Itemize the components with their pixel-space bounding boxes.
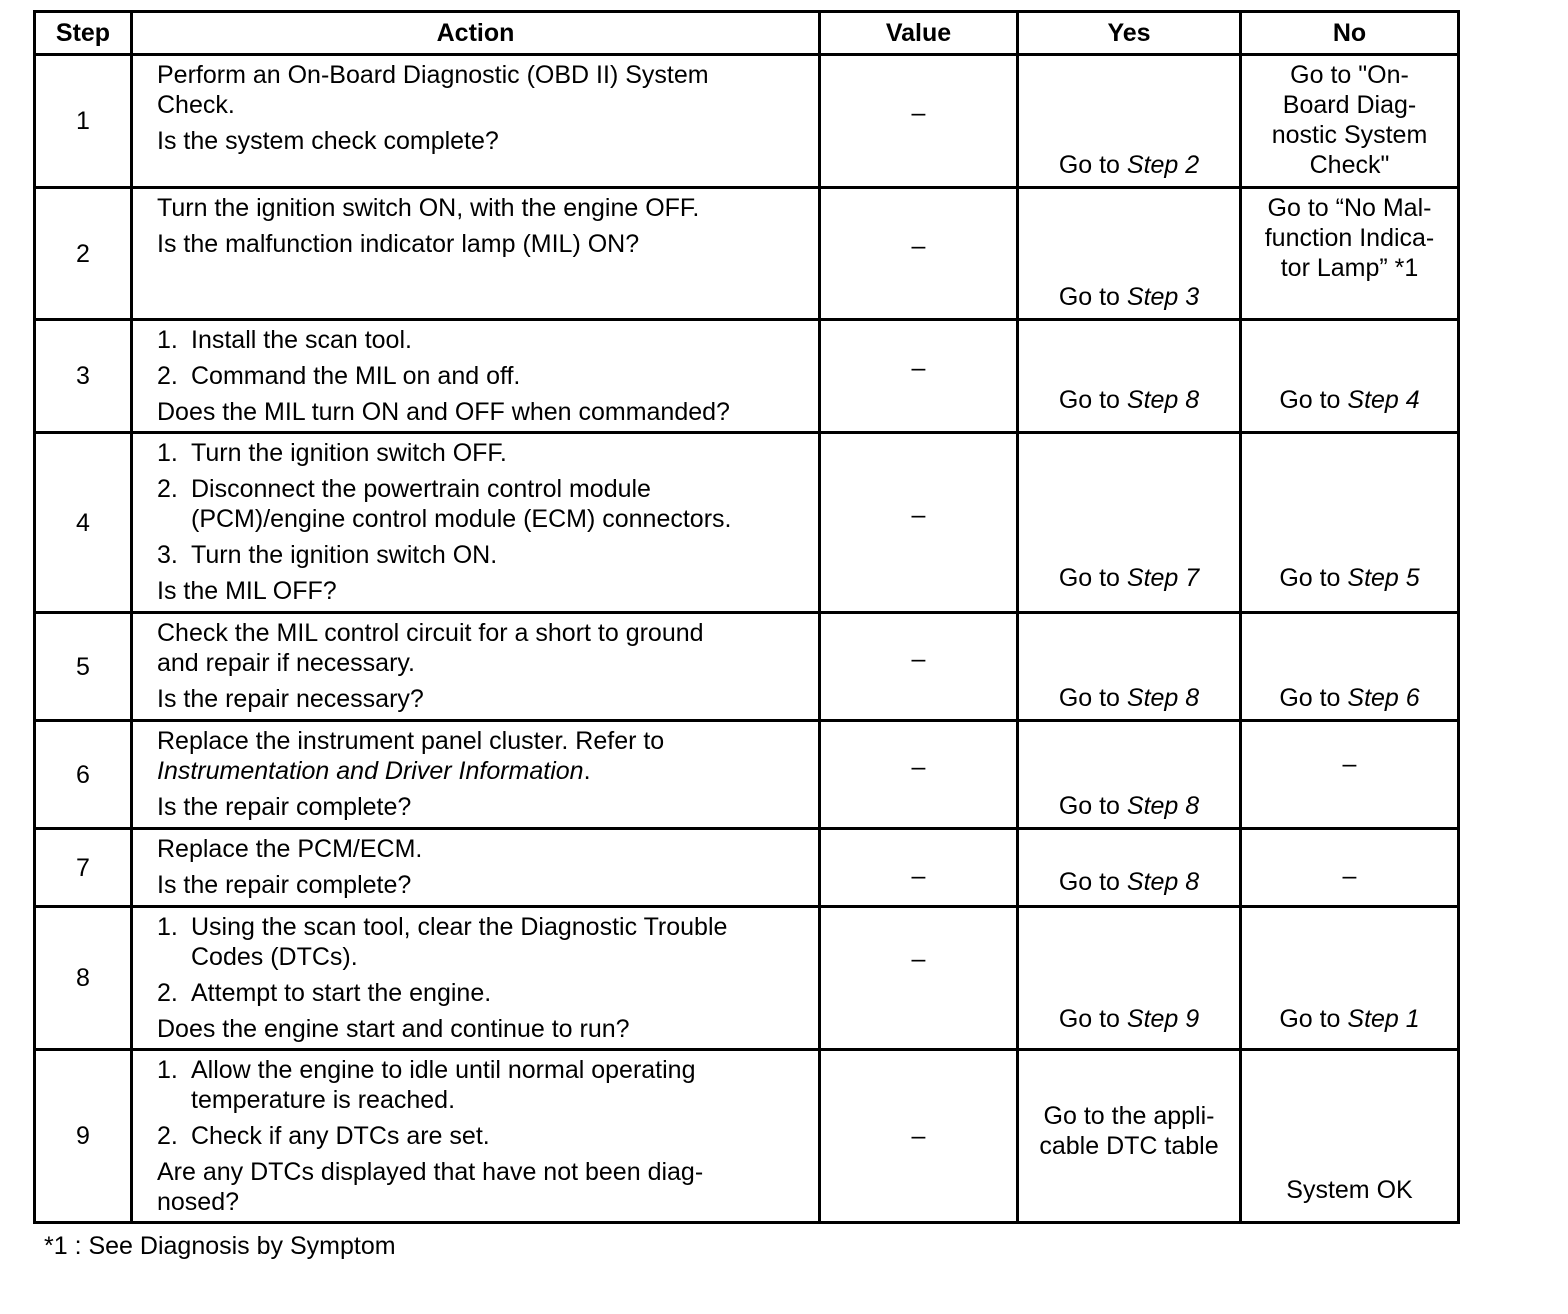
step-link: Step 9 [1126,1005,1200,1033]
value-cell: – [820,55,1018,188]
item-number: 1. [157,326,178,354]
yes-line: cable DTC table [1039,1132,1219,1160]
item-line: (PCM)/engine control module (ECM) connectors. [191,505,732,533]
action-item [157,325,804,355]
item-number: 3. [157,541,178,569]
yes-cell [1018,613,1241,721]
step-link: Step 8 [1126,868,1200,896]
yes-cell [1018,55,1241,188]
step-link: Step 1 [1347,1005,1420,1033]
item-text: Check if any DTCs are set. [191,1122,490,1150]
item-line: Codes (DTCs). [191,943,358,971]
diagnostic-table [33,10,1460,1224]
go-to-text: Go to [1279,386,1348,414]
table-header-row [35,12,1459,55]
action-item [157,978,804,1008]
step-link: Step 8 [1126,386,1200,414]
action-line [157,756,804,786]
no-cell [1241,320,1459,433]
no-cell: – [1241,829,1459,907]
step-link: Step 6 [1347,684,1420,712]
item-text [191,474,804,534]
go-to-text: Go to [1058,151,1127,179]
table-row [35,433,1459,613]
no-cell [1241,55,1459,188]
value-cell: – [820,320,1018,433]
step-number: 7 [35,829,132,907]
table-row [35,55,1459,188]
item-text [191,912,804,972]
action-item [157,1121,804,1151]
no-cell [1241,907,1459,1050]
go-to-text: Go to [1058,564,1127,592]
go-to-text: Go to [1279,564,1348,592]
action-line: Perform an On-Board Diagnostic (OBD II) System [157,61,709,89]
action-cell [132,829,820,907]
action-question: Does the MIL turn ON and OFF when commanded? [157,398,730,426]
yes-cell [1018,1050,1241,1223]
no-line: tor Lamp” *1 [1280,254,1419,282]
action-item [157,1055,804,1115]
step-link: Step 3 [1126,283,1200,311]
step-number: 1 [35,55,132,188]
action-question: Is the system check complete? [157,127,499,155]
yes-cell [1018,829,1241,907]
go-to-text: Go to [1058,792,1127,820]
item-number: 2. [157,362,178,390]
go-to-text: Go to [1058,1005,1127,1033]
item-line: temperature is reached. [191,1086,456,1114]
action-cell [132,907,820,1050]
step-link: Step 8 [1126,684,1200,712]
reference-link: Instrumentation and Driver Information [157,757,584,785]
go-to-text: Go to [1058,386,1127,414]
no-line: Board Diag- [1282,91,1417,119]
step-link: Step 7 [1126,564,1200,592]
action-cell [132,613,820,721]
item-line: Disconnect the powertrain control module [191,475,651,503]
action-item [157,474,804,534]
item-number: 1. [157,439,178,467]
item-text: Install the scan tool. [191,326,412,354]
value-cell: – [820,613,1018,721]
value-cell: – [820,721,1018,829]
action-question: nosed? [157,1188,240,1216]
action-question: Is the repair complete? [157,793,412,821]
go-to-text: Go to [1279,684,1348,712]
yes-cell [1018,320,1241,433]
action-line: Replace the PCM/ECM. [157,835,423,863]
value-cell: – [820,829,1018,907]
no-cell [1241,433,1459,613]
step-link: Step 2 [1126,151,1200,179]
no-line: Go to “No Mal- [1267,194,1432,222]
no-line: Check" [1309,151,1390,179]
step-number: 4 [35,433,132,613]
table-row [35,613,1459,721]
no-cell: – [1241,721,1459,829]
action-question: Is the repair necessary? [157,685,424,713]
no-cell [1241,188,1459,320]
action-line: Check. [157,91,235,119]
reference-end: . [583,757,591,785]
step-link: Step 8 [1126,792,1200,820]
step-number: 8 [35,907,132,1050]
value-cell: – [820,433,1018,613]
go-to-text: Go to [1279,1005,1348,1033]
go-to-text: Go to [1058,283,1127,311]
action-item [157,540,804,570]
item-text: Command the MIL on and off. [191,362,521,390]
yes-cell [1018,907,1241,1050]
yes-line: Go to the appli- [1043,1102,1215,1130]
step-number: 3 [35,320,132,433]
table-row [35,829,1459,907]
go-to-text: Go to [1058,684,1127,712]
value-cell: – [820,1050,1018,1223]
table-row [35,907,1459,1050]
table-row [35,721,1459,829]
item-line: Using the scan tool, clear the Diagnostic Trouble [191,913,728,941]
action-question: Does the engine start and continue to run? [157,1015,630,1043]
no-cell [1241,613,1459,721]
no-cell: System OK [1241,1050,1459,1223]
item-number: 2. [157,979,178,1007]
item-number: 1. [157,913,178,941]
step-number: 2 [35,188,132,320]
action-cell [132,188,820,320]
action-line: Replace the instrument panel cluster. Refer to [157,727,665,755]
action-cell [132,433,820,613]
item-number: 2. [157,1122,178,1150]
item-text: Attempt to start the engine. [191,979,492,1007]
no-line: Go to "On- [1290,61,1409,89]
no-line: function Indica- [1264,224,1435,252]
no-line: nostic System [1271,121,1428,149]
action-cell [132,1050,820,1223]
item-text: Turn the ignition switch OFF. [191,439,507,467]
action-question: Is the MIL OFF? [157,577,337,605]
step-link: Step 4 [1347,386,1420,414]
action-line: Check the MIL control circuit for a short to ground [157,619,704,647]
item-number: 1. [157,1056,178,1084]
value-cell: – [820,907,1018,1050]
header-yes: Yes [1018,12,1241,55]
action-item [157,361,804,391]
table-row [35,188,1459,320]
action-question: Are any DTCs displayed that have not been diag- [157,1158,704,1186]
table-row [35,1050,1459,1223]
action-cell [132,320,820,433]
action-line: Turn the ignition switch ON, with the engine OFF. [157,194,700,222]
action-item [157,912,804,972]
table-row [35,320,1459,433]
go-to-text: Go to [1058,868,1127,896]
yes-cell [1018,188,1241,320]
header-step: Step [35,12,132,55]
step-link: Step 5 [1347,564,1420,592]
action-line: and repair if necessary. [157,649,415,677]
item-number: 2. [157,475,178,503]
step-number: 6 [35,721,132,829]
item-text [191,1055,804,1115]
action-cell [132,721,820,829]
yes-cell [1018,433,1241,613]
step-number: 5 [35,613,132,721]
header-action: Action [132,12,820,55]
action-question: Is the malfunction indicator lamp (MIL) ON? [157,230,640,258]
action-question: Is the repair complete? [157,871,412,899]
yes-cell [1018,721,1241,829]
footnote: *1 : See Diagnosis by Symptom [44,1232,396,1260]
step-number: 9 [35,1050,132,1223]
item-line: Allow the engine to idle until normal operating [191,1056,696,1084]
item-text: Turn the ignition switch ON. [191,541,498,569]
action-item [157,438,804,468]
action-cell [132,55,820,188]
header-value: Value [820,12,1018,55]
header-no: No [1241,12,1459,55]
value-cell: – [820,188,1018,320]
